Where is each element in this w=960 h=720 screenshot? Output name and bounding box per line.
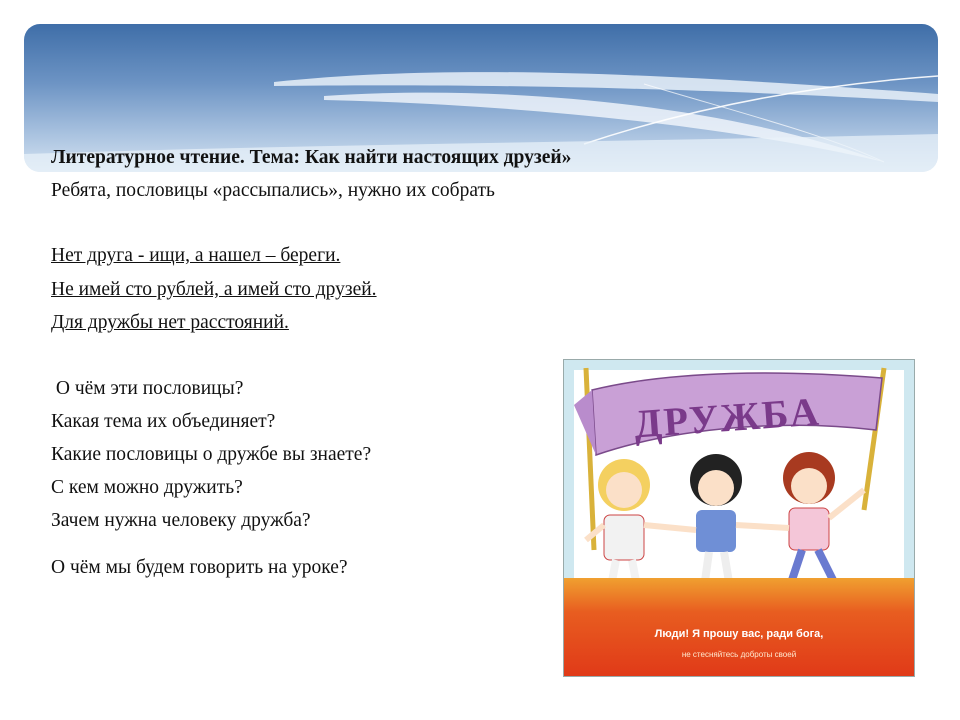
poster-subcaption: не стесняйтесь доброты своей <box>681 650 797 659</box>
poster-bottom-panel <box>564 578 914 676</box>
proverb-3: Для дружбы нет расстояний. <box>51 312 289 333</box>
proverb-1: Нет друга - ищи, а нашел – береги. <box>51 245 341 266</box>
friendship-poster <box>563 359 915 677</box>
proverb-2: Не имей сто рублей, а имей сто друзей. <box>51 279 377 300</box>
question-4: С кем можно дружить? <box>51 477 243 498</box>
question-5: Зачем нужна человеку дружба? <box>51 510 311 531</box>
lesson-title: Литературное чтение. Тема: Как найти настоящих друзей» <box>51 147 572 168</box>
question-3: Какие пословицы о дружбе вы знаете? <box>51 444 372 465</box>
poster-caption: Люди! Я прошу вас, ради бога, <box>654 628 824 640</box>
question-2: Какая тема их объединяет? <box>51 411 276 432</box>
final-question: О чём мы будем говорить на уроке? <box>51 557 348 578</box>
question-1: О чём эти пословицы? <box>51 378 244 399</box>
poster-banner-text: ДРУЖБА <box>632 388 823 447</box>
task-text: Ребята, пословицы «рассыпались», нужно их собрать <box>51 180 495 201</box>
